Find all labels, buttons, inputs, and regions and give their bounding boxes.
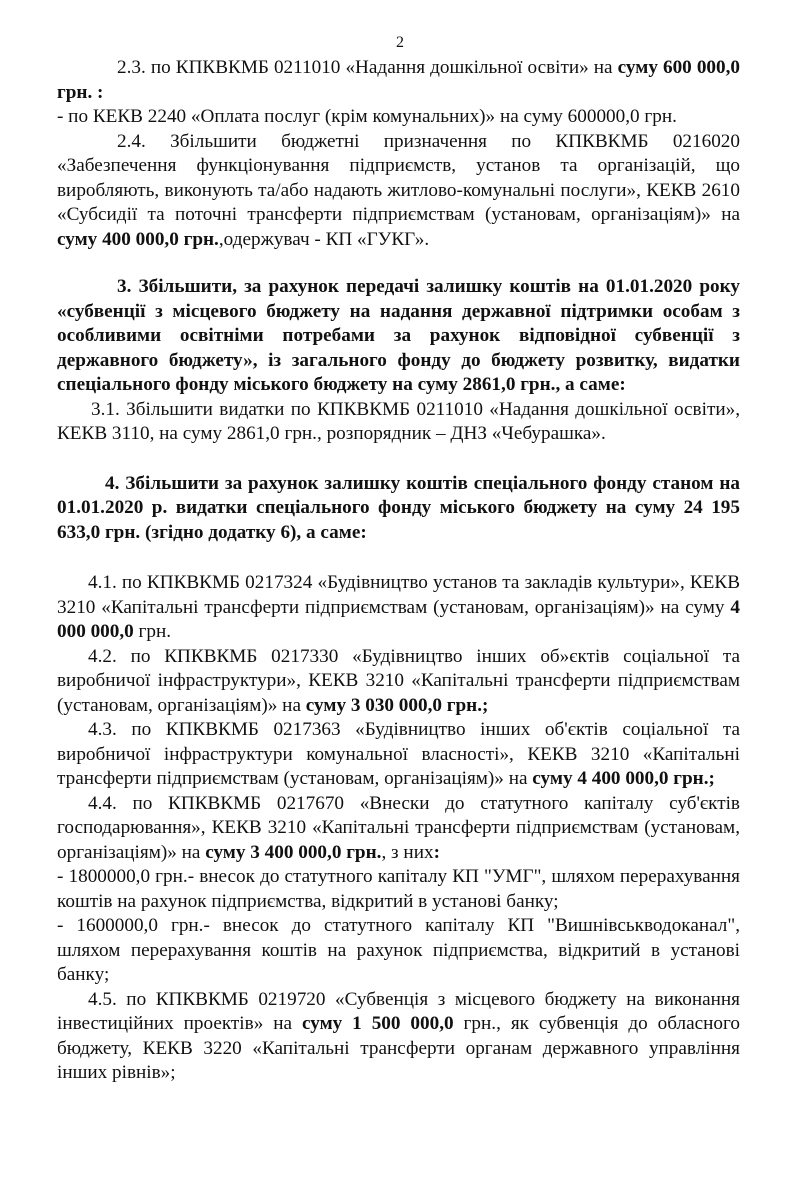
text: ,одержувач - КП «ГУКГ». (218, 228, 430, 250)
text: грн., як субвенція до обласного бюджету, КЕКВ 3220 «Капітальні трансферти органам державного управління інших рівнів»; (57, 1013, 740, 1083)
document-body (57, 56, 740, 1086)
amount: суму 3 030 000,0 грн.; (305, 694, 489, 716)
text: грн. (133, 621, 172, 642)
text: 4.4. по КПКВКМБ 0217670 «Внески до статутного капіталу суб'єктів господарювання», КЕКВ 3210 «Капітальні трансферти підприємствам (установам, організаціям)» на (57, 792, 740, 863)
colon: : (433, 841, 440, 863)
paragraph-4-4 (57, 792, 740, 866)
text: 4.1. по КПКВКМБ 0217324 «Будівництво установ та закладів культури», КЕКВ 3210 «Капітальні трансферти підприємствам (установам, організаціям)» на суму (57, 572, 740, 618)
amount: суму 4 400 000,0 грн.; (532, 768, 715, 789)
heading-text: 4. Збільшити за рахунок залишку коштів спеціального фонду станом на 01.01.2020 р. видатки спеціального фонду міського бюджету на суму 24 195 633,0 грн. (згідно додатку 6), а саме: (57, 472, 740, 543)
text: 2.4. Збільшити бюджетні призначення по КПКВКМБ 0216020 «Забезпечення функціонування підприємств, установ та організацій, що виробляють, виконують та/або надають житлово-комунальні послуги», КЕКВ 2610 «Субсидії та поточні трансферти підприємствам (установам, організаціям)» на (57, 130, 740, 225)
paragraph-3-1: 3.1. Збільшити видатки по КПКВКМБ 0211010 «Надання дошкільної освіти», КЕКВ 3110, на суму 2861,0 грн., розпорядник – ДНЗ «Чебурашка». (57, 398, 740, 444)
page-number: 2 (396, 34, 404, 51)
text: 4.5. по КПКВКМБ 0219720 «Субвенція з місцевого бюджету на виконання інвестиційних проектів» на (57, 988, 740, 1034)
paragraph-kekv-2240: - по КЕКВ 2240 «Оплата послуг (крім комунальних)» на суму 600000,0 грн. (57, 106, 677, 127)
list-item-vodokanal: - 1600000,0 грн.- внесок до статутного капіталу КП "Вишнівськводоканал", шляхом перерахування коштів на рахунок підприємства, відкритий в установі банку; (57, 915, 740, 985)
paragraph-2-4 (57, 130, 740, 253)
heading-text: 3. Збільшити, за рахунок передачі залишку коштів на 01.01.2020 року «субвенції з місцевого бюджету на надання державної підтримки особам з особливими освітніми потребами за рахунок відповідної субвенції з державного бюджету», із загального фонду до бюджету розвитку, видатки спеціального фонду міського бюджету на суму 2861,0 грн., а саме: (57, 276, 740, 395)
paragraph-4-3 (57, 718, 740, 792)
amount: суму 1 500 000,0 (301, 1013, 454, 1034)
paragraph-4-1 (57, 571, 740, 645)
text: , з них (381, 841, 434, 863)
text: 4.3. по КПКВКМБ 0217363 «Будівництво інших об'єктів соціальної та виробничої інфраструктури комунальної власності», КЕКВ 3210 «Капітальні трансферти підприємствам (установам, організаціям)» на (57, 719, 740, 789)
section-4-title (57, 472, 740, 546)
paragraph-2-3 (57, 56, 740, 105)
section-3-title (57, 275, 740, 398)
text: 2.3. по КПКВКМБ 0211010 «Надання дошкільної освіти» на (117, 57, 618, 78)
text: 4.2. по КПКВКМБ 0217330 «Будівництво інших об»єктів соціальної та виробничої інфраструктури», КЕКВ 3210 «Капітальні трансферти підприємствам (установам, організаціям)» на (57, 645, 740, 716)
paragraph-4-5 (57, 988, 740, 1086)
amount: суму 600 000,0 грн. : (57, 57, 740, 103)
amount: суму 400 000,0 грн. (57, 228, 219, 250)
paragraph-4-2 (57, 645, 740, 719)
amount: суму 3 400 000,0 грн. (205, 841, 382, 863)
amount: 4 000 000,0 (57, 596, 740, 642)
list-item-umg: - 1800000,0 грн.- внесок до статутного капіталу КП "УМГ", шляхом перерахування коштів на рахунок підприємства, відкритий в установі банку; (57, 866, 740, 912)
